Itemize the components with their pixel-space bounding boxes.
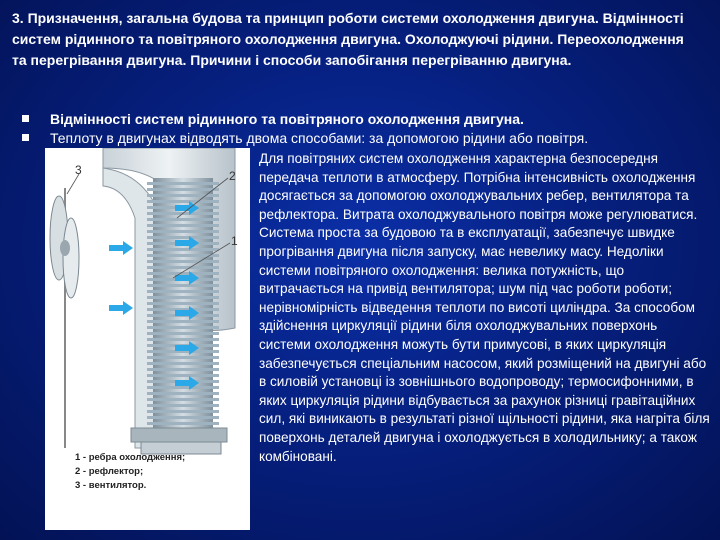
- cooling-fin: [147, 290, 219, 293]
- figure-number-2: 2: [229, 169, 236, 183]
- airflow-arrow-icon: [109, 301, 133, 315]
- cooling-fin: [147, 368, 219, 371]
- air-cooling-diagram: [45, 148, 250, 530]
- bullet-square-icon: [22, 115, 29, 122]
- cooling-fin: [147, 182, 219, 185]
- cooling-fin: [147, 386, 219, 389]
- figure-legend-2: 2 - рефлектор;: [75, 466, 144, 477]
- figure-legend-1: 1 - ребра охолодження;: [75, 452, 186, 463]
- cooling-fin: [147, 230, 219, 233]
- cooling-fin: [147, 284, 219, 287]
- cooling-fin: [147, 200, 219, 203]
- leader-line-3: [67, 174, 79, 194]
- cooling-fin: [147, 236, 219, 239]
- cooling-fin: [147, 248, 219, 251]
- slide-title: 3. Призначення, загальна будова та принцип роботи системи охолодження двигуна. Відмінності систем рідинного та повітряного охолодження двигуна. Охолоджуючі рідини. Переохолодження та перегрівання двигуна. Причини і способи запобігання перегріванню двигуна.: [12, 10, 684, 68]
- cooling-fin: [147, 302, 219, 305]
- cooling-fin: [147, 374, 219, 377]
- cooling-fin: [147, 296, 219, 299]
- bullet-item-2: [22, 129, 702, 147]
- cooling-fin: [147, 356, 219, 359]
- bullet-item-1: [22, 110, 702, 128]
- cooling-fin: [147, 326, 219, 329]
- cooling-fin: [147, 194, 219, 197]
- cooling-fin: [147, 362, 219, 365]
- figure-legend-3: 3 - вентилятор.: [75, 480, 147, 491]
- cooling-fin: [147, 260, 219, 263]
- bullet-text-1: Відмінності систем рідинного та повітряного охолодження двигуна.: [50, 111, 524, 127]
- body-text: Для повітряних систем охолодження характерна безпосередня передача теплоти в атмосферу. Потрібна інтенсивність охолодження досягається за допомогою охолоджувальних ребер, вентилятора та рефлектора. Витрата охолоджувального повітря може регулюватися. Система проста за будовою та в експлуатації, забезпечує швидке прогрівання двигуна після запуску, має невелику масу. Недоліки системи повітряного охолодження: велика потужність, що витрачається на привід вентилятора; шум під час роботи роботи; нерівномірність відведення теплоти по висоті циліндра. За способом здійснення циркуляції рідини біля охолоджувальних поверхонь системи охолодження можуть бути примусові, в яких циркуляція забезпечується спеціальним насосом, який розміщений на двигуні або в силовій установці із зовнішнього водопроводу; термосифонними, в яких циркуляція рідини відбувається за рахунок різниці гравітаційних сил, які виникають в результаті різної щільності рідини, яка нагріта біля поверхонь деталей двигуна і охолоджується в холодильнику; а також комбіновані.: [259, 151, 710, 464]
- crankcase-housing: [131, 428, 227, 442]
- cooling-fin: [147, 404, 219, 407]
- bullet-text-2: Теплоту в двигунах відводять двома способами: за допомогою рідини або повітря.: [50, 130, 589, 146]
- fan-hub: [60, 240, 70, 256]
- figure-number-1: 1: [231, 234, 238, 248]
- cooling-fin: [147, 218, 219, 221]
- cooling-fin: [147, 398, 219, 401]
- cooling-fin: [147, 272, 219, 275]
- fan-blade-lower: [63, 218, 79, 298]
- bullet-square-icon: [22, 134, 29, 141]
- cooling-fin: [147, 188, 219, 191]
- airflow-arrow-icon: [109, 241, 133, 255]
- cooling-fin: [147, 266, 219, 269]
- cooling-fins: [147, 182, 219, 425]
- cooling-fin: [147, 416, 219, 419]
- cooling-fin: [147, 224, 219, 227]
- cooling-fin: [147, 392, 219, 395]
- cooling-fin: [147, 338, 219, 341]
- air-cooling-diagram-svg: [45, 148, 250, 530]
- cooling-fin: [147, 422, 219, 425]
- figure-number-3: 3: [75, 163, 82, 177]
- cooling-fin: [147, 410, 219, 413]
- cooling-fin: [147, 332, 219, 335]
- cooling-fin: [147, 320, 219, 323]
